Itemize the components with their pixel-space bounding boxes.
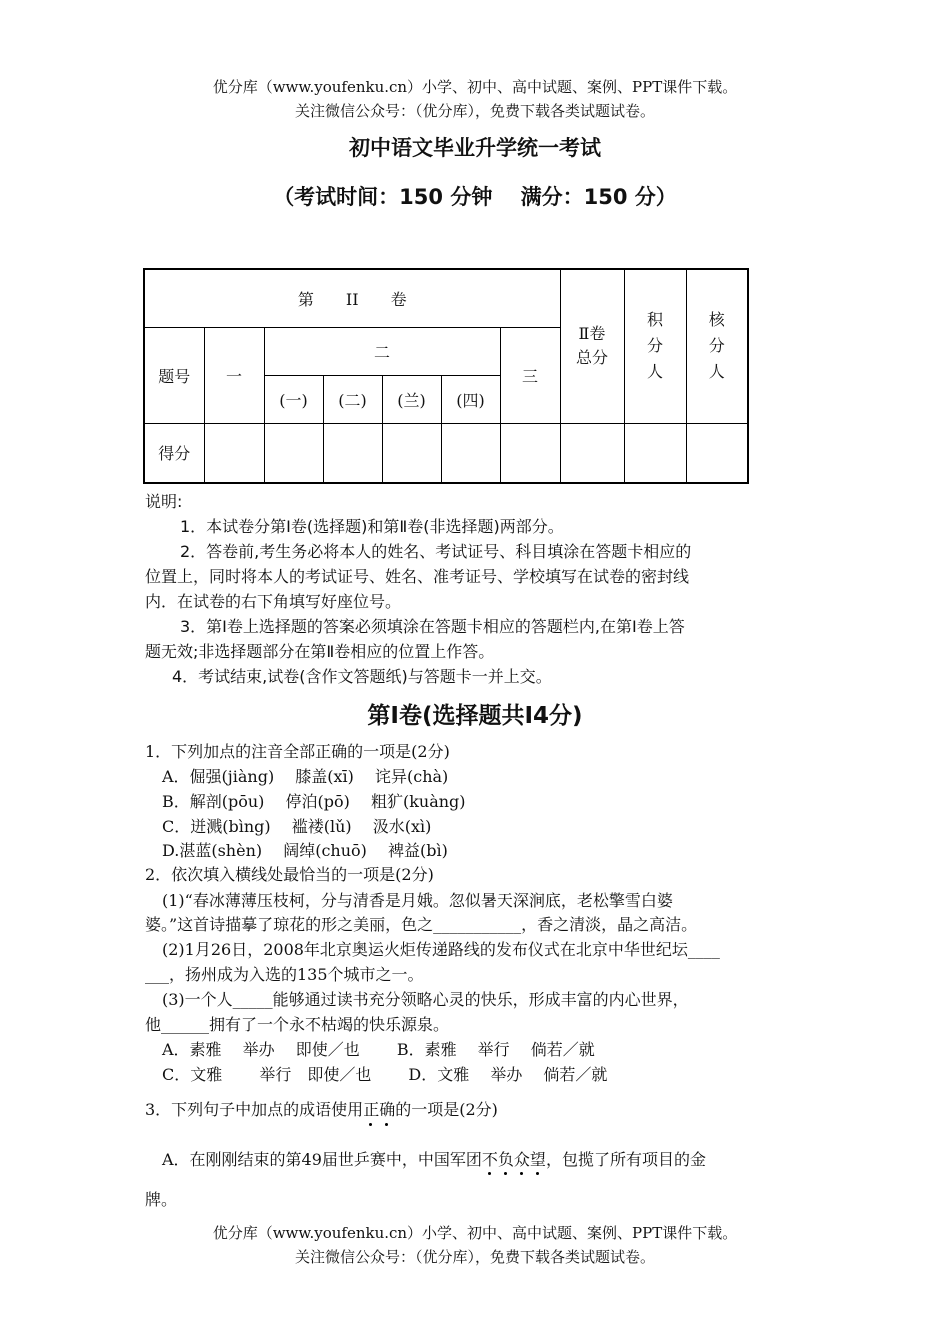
emphasis-dot: [488, 1172, 491, 1175]
emphasis-dot: [536, 1172, 539, 1175]
question-2-options-ab: A．素雅 举办 即使／也 B．素雅 举行 倘若／就: [162, 1040, 595, 1059]
question-two-sub-2: (二): [323, 375, 382, 423]
emphasis-dot: [520, 1172, 523, 1175]
question-3-stem: [145, 1097, 498, 1120]
part-two-total-header: Ⅱ卷 总分: [560, 269, 624, 423]
question-2-part-2-line-1: (2)1月26日，2008年北京奥运火炬传递路线的发布仪式在北京中华世纪坛____: [162, 940, 720, 959]
note-1: 1．本试卷分第Ⅰ卷(选择题)和第Ⅱ卷(非选择题)两部分。: [180, 517, 564, 536]
question-3-stem-end: 的一项是(2分): [395, 1100, 498, 1119]
question-3-option-a-idiom: 不负众望: [482, 1150, 546, 1169]
question-two-sub-4: (四): [441, 375, 500, 423]
exam-title: 初中语文毕业升学统一考试: [349, 136, 601, 160]
question-number-label: 题号: [144, 327, 204, 423]
note-4: 4．考试结束,试卷(含作文答题纸)与答题卡一并上交。: [172, 667, 552, 686]
emphasis-dot: [385, 1123, 388, 1126]
part-two-header: 第 II 卷: [144, 269, 560, 327]
note-3-line-1: 3．第Ⅰ卷上选择题的答案必须填涂在答题卡相应的答题栏内,在第Ⅰ卷上答: [180, 617, 685, 636]
note-2-line-1: 2．答卷前,考生务必将本人的姓名、考试证号、科目填涂在答题卡相应的: [180, 542, 692, 561]
question-3-emphasis: 正确: [363, 1100, 395, 1119]
question-2-part-2-line-2: ___，扬州成为入选的135个城市之一。: [145, 965, 424, 984]
score-row-label: 得分: [144, 423, 204, 483]
question-one-header: 一: [204, 327, 264, 423]
section-one-title: 第Ⅰ卷(选择题共Ⅰ4分): [367, 703, 583, 729]
question-1-stem: 1．下列加点的注音全部正确的一项是(2分): [145, 742, 450, 761]
question-2-part-3-line-1: (3)一个人_____能够通过读书充分领略心灵的快乐，形成丰富的内心世界，: [162, 990, 689, 1009]
question-two-header: 二: [264, 327, 500, 375]
question-two-sub-1: (一): [264, 375, 323, 423]
question-2-part-1-line-1: (1)“春冰薄薄压枝柯，分与清香是月娥。忽似暑天深涧底，老松擎雪白婆: [162, 891, 673, 910]
header-line-1: 优分库（www.youfenku.cn）小学、初中、高中试题、案例、PPT课件下载。: [212, 78, 738, 96]
question-2-stem: 2．依次填入横线处最恰当的一项是(2分): [145, 865, 434, 884]
scorer-header: 积 分 人: [624, 269, 686, 423]
question-2-options-cd: C．文雅 举行 即使／也 D．文雅 举办 倘若／就: [162, 1065, 608, 1084]
question-1-option-b: B．解剖(pōu) 停泊(pō) 粗犷(kuàng): [162, 792, 466, 811]
footer-line-2: 关注微信公众号：（优分库），免费下载各类试题试卷。: [294, 1248, 655, 1266]
checker-header: 核 分 人: [686, 269, 748, 423]
score-cell: [323, 423, 382, 483]
question-1-option-a: A．倔强(jiàng) 膝盖(xī) 诧异(chà): [162, 767, 449, 786]
question-3-stem-start: 3．下列句子中加点的成语使用: [145, 1100, 364, 1119]
score-cell: [624, 423, 686, 483]
score-cell: [560, 423, 624, 483]
question-2-part-1-line-2: 婆。”这首诗描摹了琼花的形之美丽，色之___________，香之清淡，晶之高洁。: [145, 915, 698, 934]
exam-subtitle: （考试时间：150 分钟 满分：150 分）: [273, 185, 677, 209]
question-1-option-d: D.湛蓝(shèn) 阔绰(chuō) 裨益(bì): [162, 841, 448, 860]
score-cell: [382, 423, 441, 483]
header-line-2: 关注微信公众号：（优分库），免费下载各类试题试卷。: [294, 102, 655, 120]
question-3-option-a-start: A．在刚刚结束的第49届世乒赛中，中国军团: [162, 1150, 482, 1169]
score-cell: [500, 423, 560, 483]
footer-line-1: 优分库（www.youfenku.cn）小学、初中、高中试题、案例、PPT课件下载。: [212, 1224, 738, 1242]
score-cell: [686, 423, 748, 483]
emphasis-dot: [504, 1172, 507, 1175]
question-3-option-a-continued: 牌。: [145, 1190, 178, 1209]
score-cell: [441, 423, 500, 483]
score-cell: [204, 423, 264, 483]
note-2-line-3: 内．在试卷的右下角填写好座位号。: [145, 592, 402, 611]
question-2-part-3-line-2: 他______拥有了一个永不枯竭的快乐源泉。: [145, 1015, 450, 1034]
question-three-header: 三: [500, 327, 560, 423]
question-two-sub-3: (兰): [382, 375, 441, 423]
score-cell: [264, 423, 323, 483]
question-3-option-a-end: ，包揽了所有项目的金: [545, 1150, 706, 1169]
note-2-line-2: 位置上，同时将本人的考试证号、姓名、准考证号、学校填写在试卷的密封线: [145, 567, 690, 586]
question-1-option-c: C．迸溅(bìng) 褴褛(lǔ) 汲水(xì): [162, 817, 432, 836]
question-3-option-a: [162, 1147, 706, 1170]
score-table: [143, 268, 749, 484]
note-3-line-2: 题无效;非选择题部分在第Ⅱ卷相应的位置上作答。: [145, 642, 495, 661]
notes-heading: 说明:: [145, 492, 183, 511]
emphasis-dot: [369, 1123, 372, 1126]
